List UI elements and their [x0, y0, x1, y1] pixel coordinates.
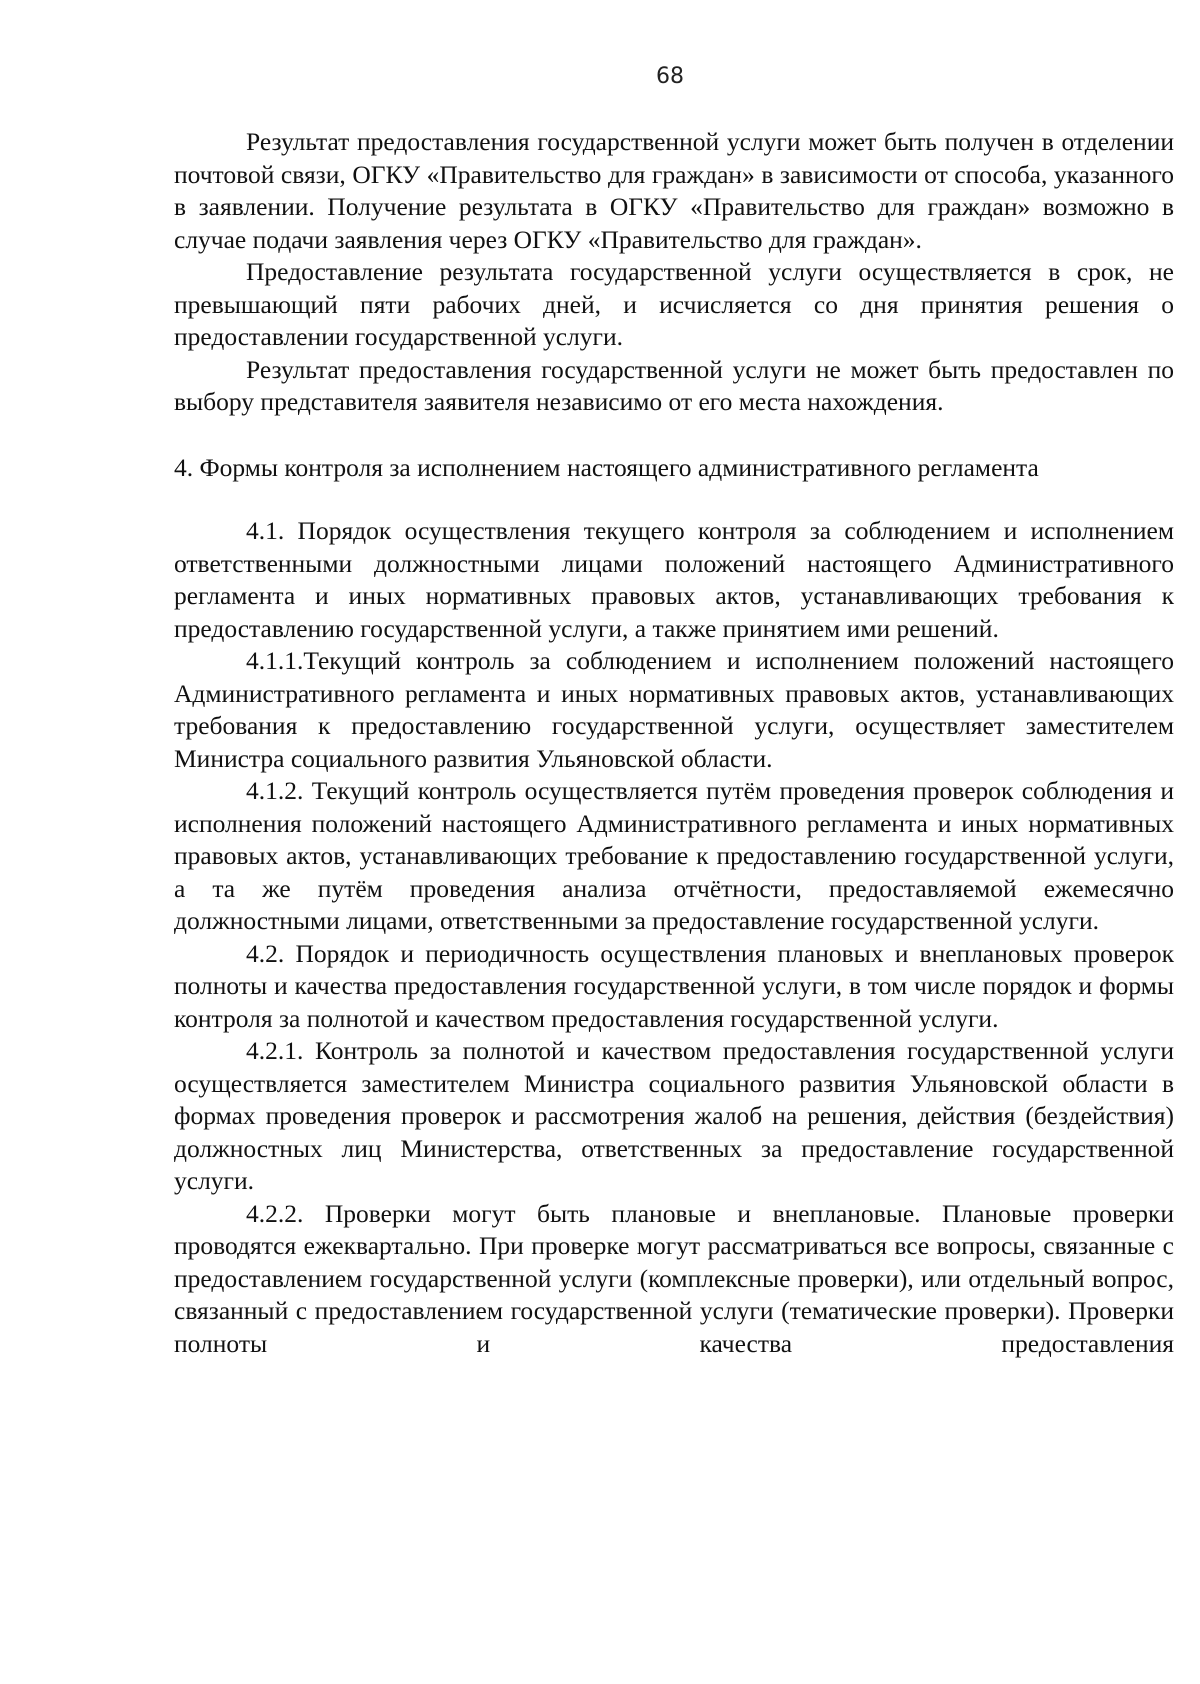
paragraph-result-location: Результат предоставления государственной услуги не может быть предоставлен по выбору представителя заявителя независимо от его места нахождения.	[174, 354, 1174, 416]
paragraph-4-2: 4.2. Порядок и периодичность осуществления плановых и внеплановых проверок полноты и качества предоставления государственной услуги, в том числе порядок и формы контроля за полнотой и качеством предоставления государственной услуги.	[174, 938, 1174, 1033]
page-number: 68	[656, 64, 684, 89]
paragraph-4-2-2: 4.2.2. Проверки могут быть плановые и внеплановые. Плановые проверки проводятся ежеквартально. При проверке могут рассматриваться все вопросы, связанные с предоставлением государственной услуги (комплексные проверки), или отдельный вопрос, связанный с предоставлением государственной услуги (тематические проверки). Проверки полноты и качества предоставления	[174, 1198, 1174, 1358]
paragraph-4-1-2: 4.1.2. Текущий контроль осуществляется путём проведения проверок соблюдения и исполнения положений настоящего Административного регламента и иных нормативных правовых актов, устанавливающих требование к предоставлению государственной услуги, а та же путём проведения анализа отчётности, предоставляемой ежемесячно должностными лицами, ответственными за предоставление государственной услуги.	[174, 776, 1174, 935]
paragraph-4-1: 4.1. Порядок осуществления текущего контроля за соблюдением и исполнением ответственными должностными лицами положений настоящего Административного регламента и иных нормативных правовых актов, устанавливающих требования к предоставлению государственной услуги, а также принятием ими решений.	[174, 516, 1174, 643]
paragraph-4-1-1: 4.1.1.Текущий контроль за соблюдением и исполнением положений настоящего Административного регламента и иных нормативных правовых актов, устанавливающих требования к предоставлению государственной услуги, осуществляет заместителем Министра социального развития Ульяновской области.	[174, 646, 1174, 773]
paragraph-4-2-1: 4.2.1. Контроль за полнотой и качеством предоставления государственной услуги осуществляется заместителем Министра социального развития Ульяновской области в формах проведения проверок и рассмотрения жалоб на решения, действия (бездействия) должностных лиц Министерства, ответственных за предоставление государственной услуги.	[174, 1036, 1174, 1195]
paragraph-result-deadline: Предоставление результата государственной услуги осуществляется в срок, не превышающий пяти рабочих дней, и исчисляется со дня принятия решения о предоставлении государственной услуги.	[174, 257, 1174, 351]
section-heading: 4. Формы контроля за исполнением настоящего административного регламента	[174, 452, 1039, 482]
paragraph-result-delivery: Результат предоставления государственной услуги может быть получен в отделении почтовой связи, ОГКУ «Правительство для граждан» в зависимости от способа, указанного в заявлении. Получение результата в ОГКУ «Правительство для граждан» возможно в случае подачи заявления через ОГКУ «Правительство для граждан».	[174, 127, 1174, 254]
document-body	[174, 126, 1174, 1360]
